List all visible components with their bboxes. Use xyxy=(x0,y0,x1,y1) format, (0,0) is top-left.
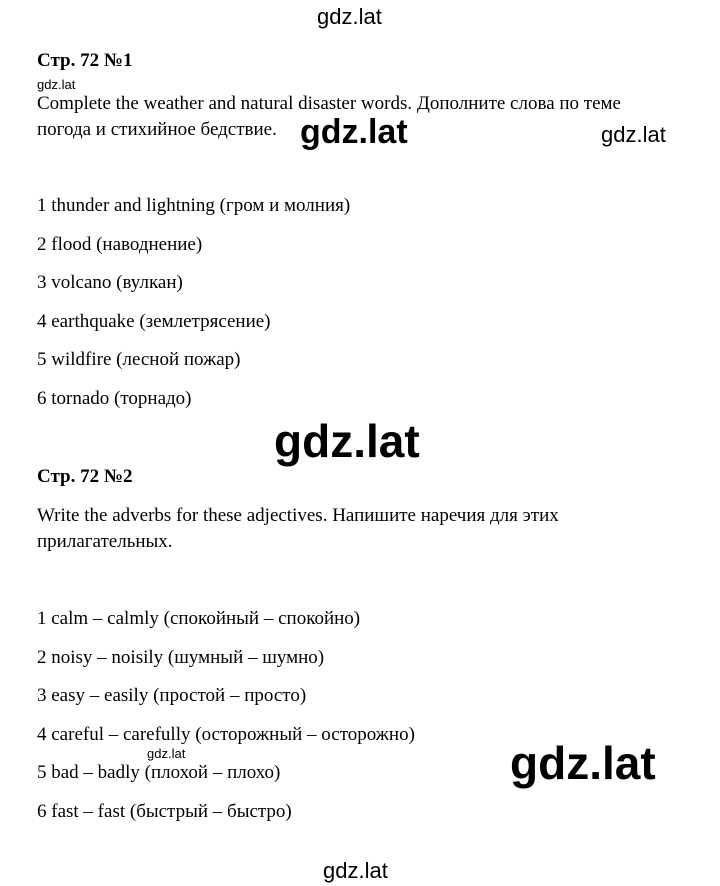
section1-item-2: 2 flood (наводнение) xyxy=(37,234,203,255)
section2-item-2: 2 noisy – noisily (шумный – шумно) xyxy=(37,647,325,668)
watermark-huge-center: gdz.lat xyxy=(274,415,420,467)
section2-item-1: 1 calm – calmly (спокойный – спокойно) xyxy=(37,608,361,629)
section1-item-4: 4 earthquake (землетрясение) xyxy=(37,311,271,332)
section2-item-5: 5 bad – badly (плохой – плохо) xyxy=(37,762,281,783)
watermark-top: gdz.lat xyxy=(317,4,382,29)
section1-instruction-line1: Complete the weather and natural disaster words. Дополните слова по теме xyxy=(37,93,621,114)
section2-item-3: 3 easy – easily (простой – просто) xyxy=(37,685,307,706)
section1-heading: Стр. 72 №1 xyxy=(37,50,133,71)
watermark-small-2: gdz.lat xyxy=(147,746,186,761)
section1-item-5: 5 wildfire (лесной пожар) xyxy=(37,349,241,370)
section1-item-6: 6 tornado (торнадо) xyxy=(37,388,192,409)
watermark-bold-1: gdz.lat xyxy=(300,113,408,151)
watermark-small-1: gdz.lat xyxy=(37,77,76,92)
section2-instruction-line2: прилагательных. xyxy=(37,531,173,552)
section2-item-4: 4 careful – carefully (осторожный – осторожно) xyxy=(37,724,415,745)
section1-item-1: 1 thunder and lightning (гром и молния) xyxy=(37,195,351,216)
section2-item-6: 6 fast – fast (быстрый – быстро) xyxy=(37,801,292,822)
section2-heading: Стр. 72 №2 xyxy=(37,466,133,487)
section1-instruction-line2: погода и стихийное бедствие. xyxy=(37,119,277,140)
section2-instruction-line1: Write the adverbs for these adjectives. Напишите наречия для этих xyxy=(37,505,559,526)
watermark-right-1: gdz.lat xyxy=(601,122,666,147)
watermark-huge-right: gdz.lat xyxy=(510,737,656,789)
watermark-bottom: gdz.lat xyxy=(323,858,388,883)
section1-item-3: 3 volcano (вулкан) xyxy=(37,272,183,293)
